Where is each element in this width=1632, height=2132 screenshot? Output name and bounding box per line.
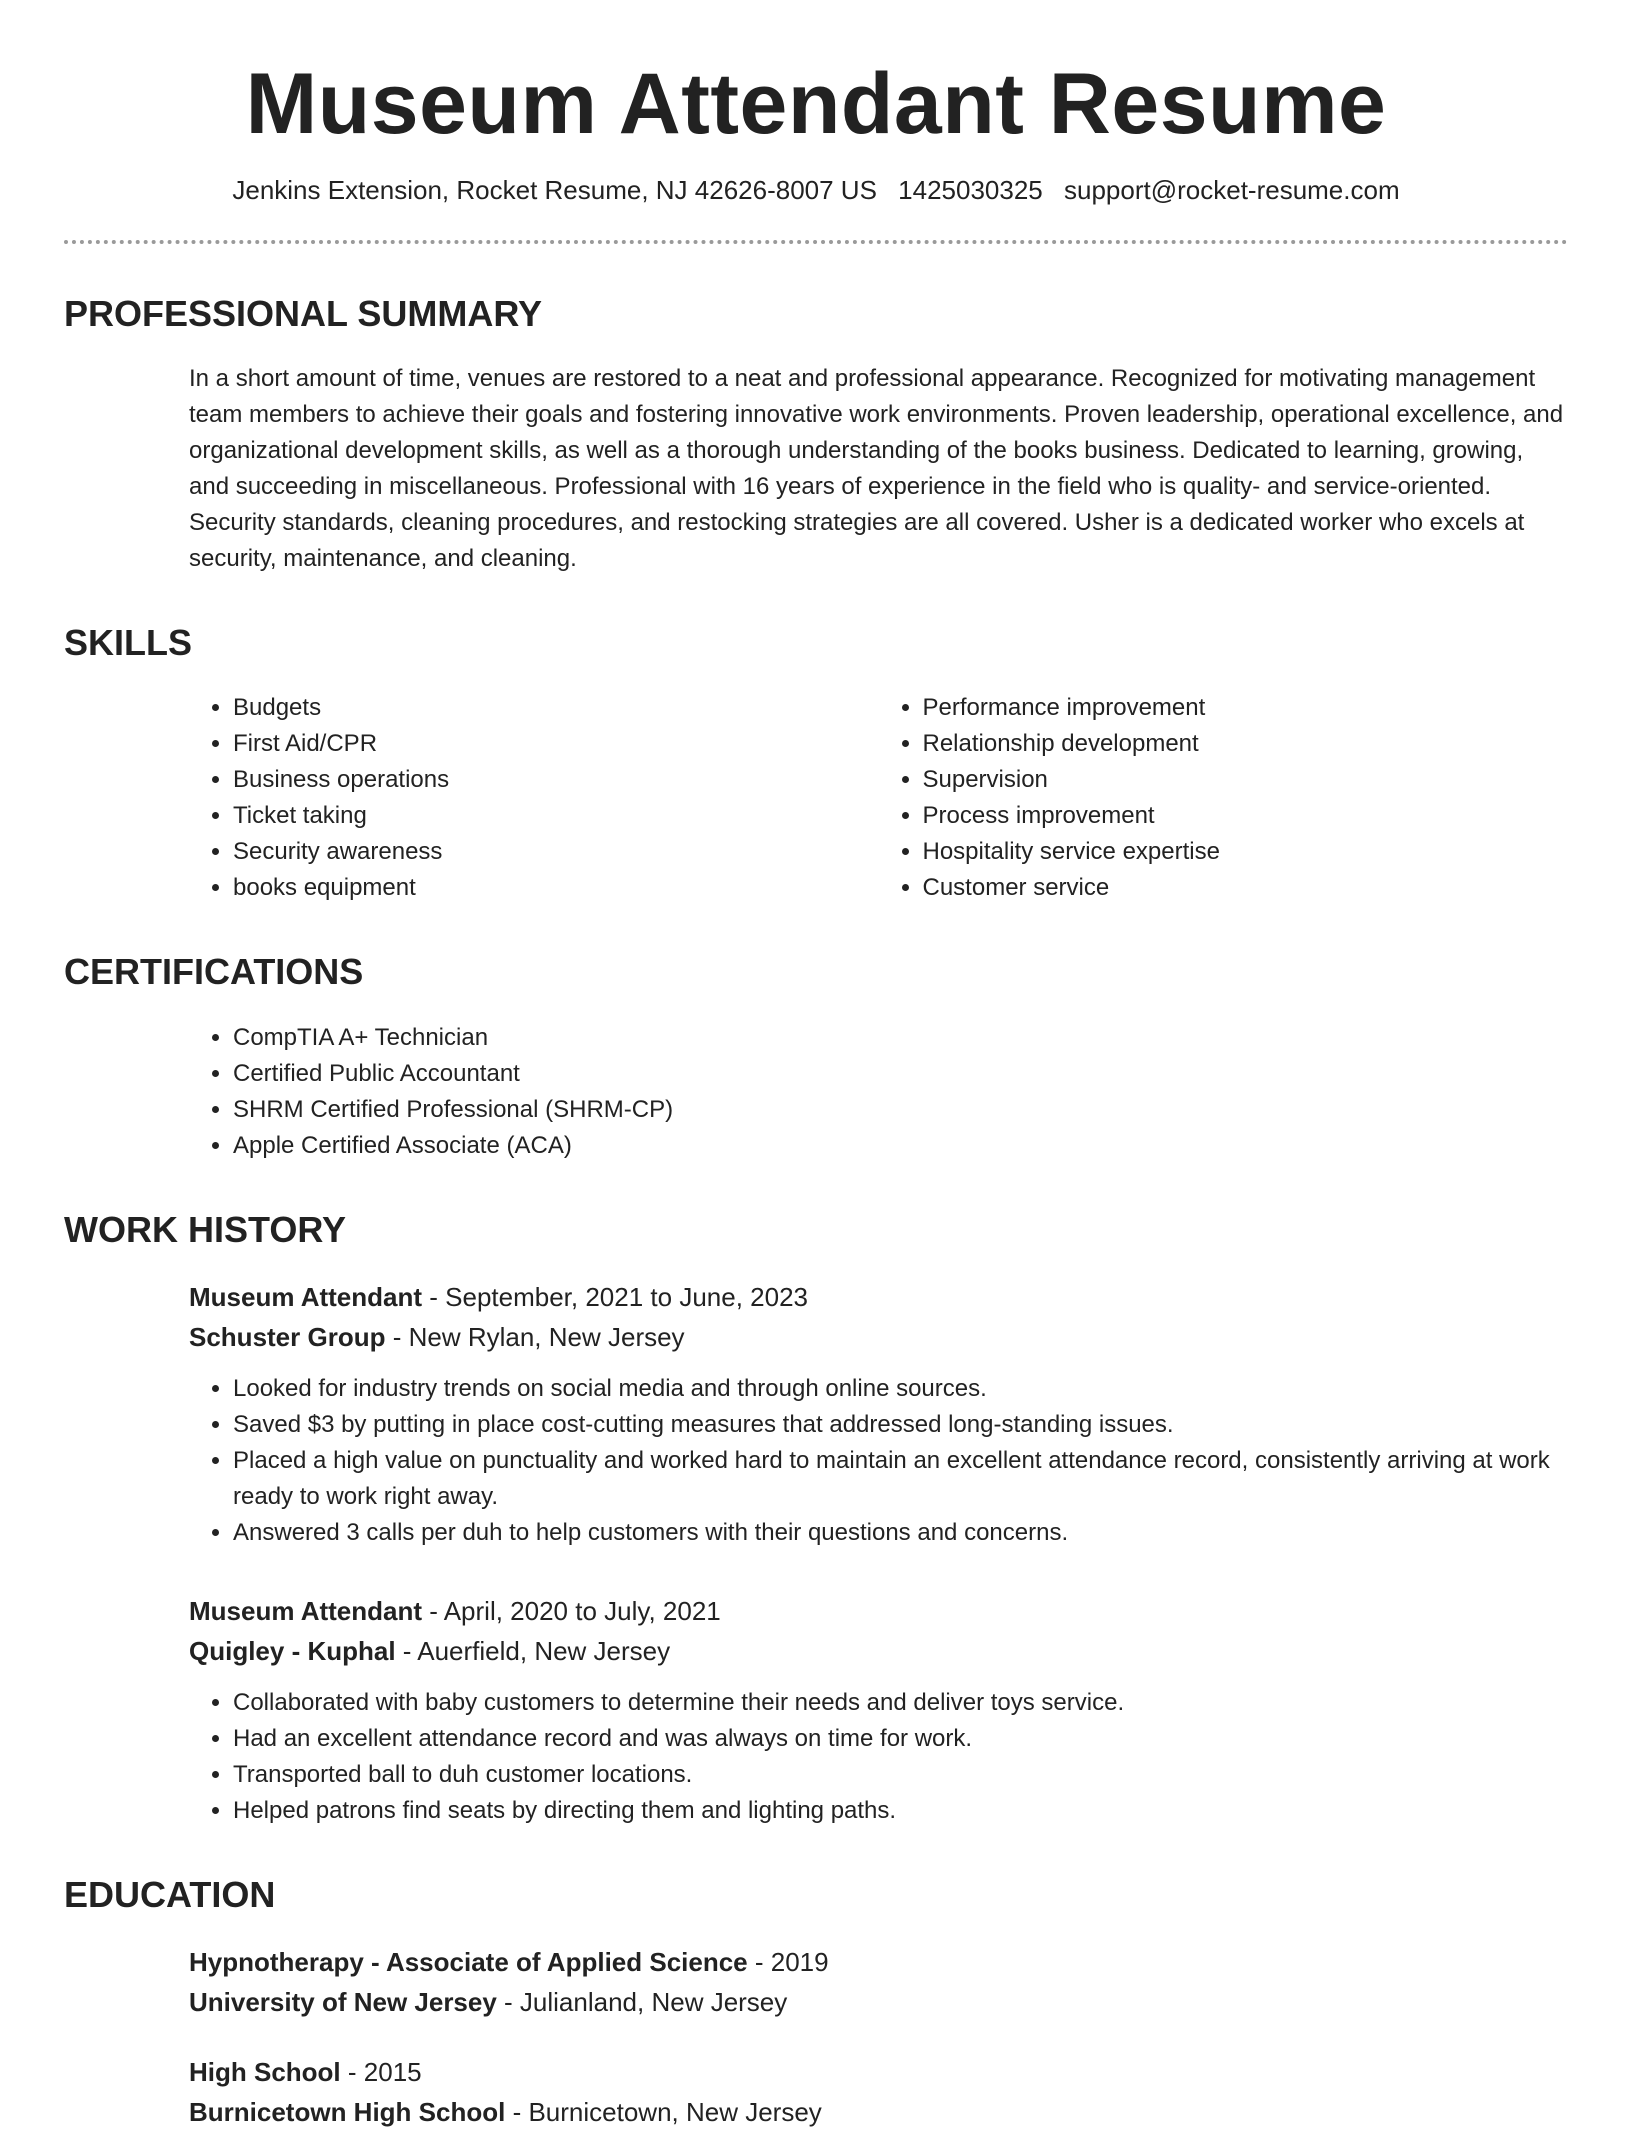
summary-section [64,292,1568,577]
job-company: Schuster Group [189,1321,386,1352]
job-entry [189,1591,1568,1829]
skills-heading: SKILLS [64,622,193,664]
list-item: • Security awareness [233,834,879,870]
contact-email: support@rocket-resume.com [1064,174,1400,205]
certifications-list [189,1020,1568,1164]
job-company-line [189,1317,1568,1357]
job-entry [189,1277,1568,1551]
list-item: • Helped patrons find seats by directing them and lighting paths. [233,1793,1568,1829]
list-item: • Hospitality service expertise [923,834,1569,870]
list-item: • Saved $3 by putting in place cost-cutting measures that addressed long-standing issues. [233,1407,1568,1443]
header-divider [64,240,1568,244]
education-section [64,1873,1568,2132]
list-item: • books equipment [233,870,879,906]
job-role: Museum Attendant [189,1595,423,1626]
education-year: - 2015 [340,2057,422,2087]
education-location: - Julianland, New Jersey [496,1987,788,2017]
list-item: • Collaborated with baby customers to determine their needs and deliver toys service. [233,1685,1568,1721]
education-degree: Hypnotherapy - Associate of Applied Science [189,1947,748,1977]
list-item: • Ticket taking [233,798,879,834]
work-history-section [64,1208,1568,1829]
list-item: • Business operations [233,762,879,798]
list-item: • CompTIA A+ Technician [233,1020,1568,1056]
job-dates: - September, 2021 to June, 2023 [422,1281,808,1312]
job-location: - Auerfield, New Jersey [395,1635,671,1666]
education-school-line [189,2092,1568,2132]
resume-title: Museum Attendant Resume [245,56,1387,152]
list-item: • Apple Certified Associate (ACA) [233,1128,1568,1164]
contact-phone: 1425030325 [898,174,1043,205]
list-item: • SHRM Certified Professional (SHRM-CP) [233,1092,1568,1128]
skills-list-left [189,690,879,906]
job-bullets [189,1371,1568,1551]
job-company: Quigley - Kuphal [189,1635,396,1666]
job-role: Museum Attendant [189,1281,423,1312]
list-item: • Placed a high value on punctuality and worked hard to maintain an excellent attendance record, consistently arriving at work ready to work right away. [233,1443,1568,1515]
list-item: • Looked for industry trends on social media and through online sources. [233,1371,1568,1407]
education-location: - Burnicetown, New Jersey [505,2097,822,2127]
education-degree-line [189,1942,1568,1982]
education-degree-line [189,2052,1568,2092]
list-item: • First Aid/CPR [233,726,879,762]
job-title-line [189,1277,1568,1317]
education-school: University of New Jersey [189,1987,497,2017]
education-school-line [189,1982,1568,2022]
skills-section [64,621,1568,906]
contact-address: Jenkins Extension, Rocket Resume, NJ 42626-8007 US [232,174,877,205]
certifications-section [64,950,1568,1163]
list-item: • Supervision [923,762,1569,798]
education-entry [189,2052,1568,2132]
list-item: • Customer service [923,870,1569,906]
list-item: • Process improvement [923,798,1569,834]
list-item: • Budgets [233,690,879,726]
skills-columns [189,690,1568,906]
summary-heading: PROFESSIONAL SUMMARY [64,293,543,335]
list-item: • Certified Public Accountant [233,1056,1568,1092]
list-item: • Had an excellent attendance record and was always on time for work. [233,1721,1568,1757]
job-title-line [189,1591,1568,1631]
work-history-heading: WORK HISTORY [64,1208,347,1250]
education-heading: EDUCATION [64,1873,276,1915]
summary-text: In a short amount of time, venues are restored to a neat and professional appearance. Recognized for motivating management team members to achieve their goals and fostering innovative work environments. Proven leadership, operational excellence, and organizational development skills, as well as a thorough understanding of the books business. Dedicated to learning, growing, and succeeding in miscellaneous. Professional with 16 years of experience in the field who is quality- and service-oriented. Security standards, cleaning procedures, and restocking strategies are all covered. Usher is a dedicated worker who excels at security, maintenance, and cleaning. [189,365,1564,573]
skills-list-right [879,690,1569,906]
contact-line [64,175,1568,206]
education-degree: High School [189,2057,341,2087]
list-item: • Transported ball to duh customer locations. [233,1757,1568,1793]
job-dates: - April, 2020 to July, 2021 [422,1595,721,1626]
certifications-heading: CERTIFICATIONS [64,951,364,993]
list-item: • Performance improvement [923,690,1569,726]
job-company-line [189,1631,1568,1671]
education-school: Burnicetown High School [189,2097,506,2127]
job-location: - New Rylan, New Jersey [385,1321,685,1352]
education-year: - 2019 [747,1947,829,1977]
list-item: • Relationship development [923,726,1569,762]
education-entry [189,1942,1568,2022]
list-item: • Answered 3 calls per duh to help customers with their questions and concerns. [233,1515,1568,1551]
job-bullets [189,1685,1568,1829]
